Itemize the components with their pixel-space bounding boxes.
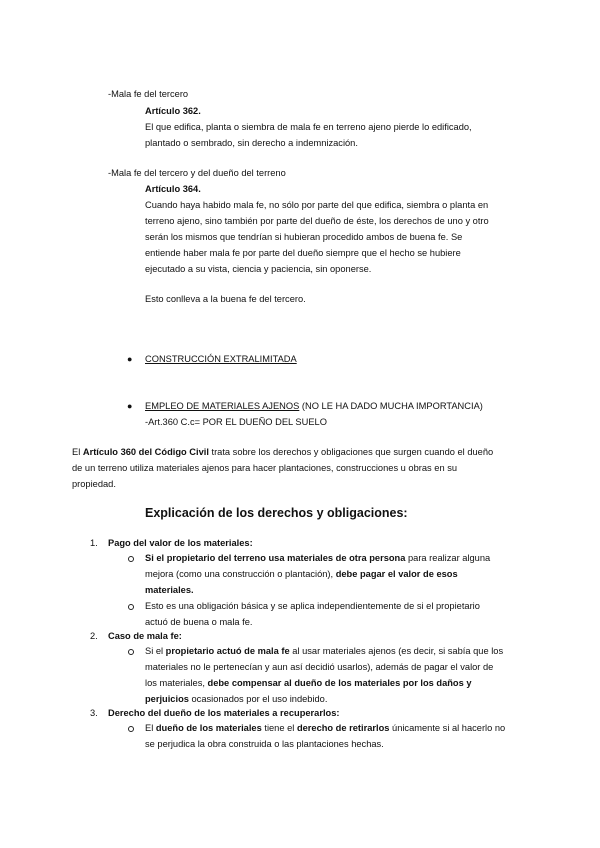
item-2-line [145,643,503,659]
intro-line [72,444,493,460]
item-2-text: al usar materiales ajenos (es decir, si sabía que los [289,646,504,656]
circle-bullet-icon [128,649,134,655]
item-2-text: los materiales, [145,678,208,688]
item-1-sub-2-line: actuó de buena o mala fe. [145,617,253,627]
item-1-bold: Si el propietario del terreno usa materiales de otra persona [145,553,406,563]
bullet-empleo-suffix: (NO LE HA DADO MUCHA IMPORTANCIA) [299,401,483,411]
intro-line: propiedad. [72,479,116,489]
item-1-sub-1-line [145,566,458,582]
article-362-line: plantado o sembrado, sin derecho a indemnización. [145,138,358,148]
intro-bold: Artículo 360 del Código Civil [82,447,209,457]
section-label-malafe-ambos: -Mala fe del tercero y del dueño del terreno [108,168,286,178]
item-3-line [145,720,505,736]
bullet-empleo-materiales [145,398,483,414]
circle-bullet-icon [128,726,134,732]
bullet-construccion-extralimitada: CONSTRUCCIÓN EXTRALIMITADA [145,354,297,364]
article-364-line: Cuando haya habido mala fe, no sólo por parte del que edifica, siembra o planta en [145,200,489,210]
intro-line: de un terreno utiliza materiales ajenos para hacer plantaciones, construcciones u obras en su [72,463,458,473]
item-number: 3. [90,708,98,718]
item-1-sub-1-line [145,550,490,566]
explanation-heading: Explicación de los derechos y obligaciones: [145,506,408,520]
article-364-title: Artículo 364. [145,184,201,194]
section-label-malafe-tercero: -Mala fe del tercero [108,89,189,99]
item-2-text: Si el [145,646,166,656]
item-2-bold: debe compensar al dueño de los materiales por los daños y [207,678,472,688]
item-2-bold: propietario actuó de mala fe [165,646,290,656]
intro-rest: trata sobre los derechos y obligaciones que surgen cuando el dueño [208,447,494,457]
buena-fe-note: Esto conlleva a la buena fe del tercero. [145,294,306,304]
item-2-text: ocasionados por el uso indebido. [188,694,328,704]
item-1-text: mejora (como una construcción o plantación), [145,569,336,579]
item-1-bold: debe pagar el valor de esos [335,569,458,579]
item-3-text: tiene el [261,723,297,733]
item-1-sub-2-line: Esto es una obligación básica y se aplica independientemente de si el propietario [145,601,480,611]
item-3-bold: derecho de retirarlos [296,723,390,733]
item-2-bold: perjuicios [145,694,189,704]
item-number: 1. [90,538,98,548]
bullet-icon: ● [127,354,133,364]
item-2-line: materiales no le pertenecían y aun así decidió usarlos), además de pagar el valor de [145,662,494,672]
item-title: Derecho del dueño de los materiales a recuperarlos: [108,708,340,718]
article-364-line: terreno ajeno, sino también por parte del dueño de éste, los derechos de uno y otro [145,216,489,226]
item-3-text: El [145,723,156,733]
intro-prefix: El [72,447,83,457]
bullet-icon: ● [127,401,133,411]
item-1-text: para realizar alguna [405,553,491,563]
item-3-bold: dueño de los materiales [155,723,262,733]
article-362-title: Artículo 362. [145,106,201,116]
item-title: Caso de mala fe: [108,631,182,641]
article-364-line: entiende haber mala fe por parte del dueño siempre que el hecho se hubiere [145,248,461,258]
article-364-line: serán los mismos que tendrían si hubieran procedido ambos de buena fe. Se [145,232,463,242]
article-362-line: El que edifica, planta o siembra de mala fe en terreno ajeno pierde lo edificado, [145,122,472,132]
item-3-line: se perjudica la obra construida o las plantaciones hechas. [145,739,384,749]
circle-bullet-icon [128,604,134,610]
item-number: 2. [90,631,98,641]
item-title: Pago del valor de los materiales: [108,538,253,548]
item-3-text: únicamente si al hacerlo no [389,723,506,733]
bullet-empleo-label: EMPLEO DE MATERIALES AJENOS [145,401,300,411]
item-2-line [145,675,472,691]
bullet-empleo-sub: -Art.360 C.c= POR EL DUEÑO DEL SUELO [145,417,327,427]
circle-bullet-icon [128,556,134,562]
article-364-line: ejecutado a su vista, ciencia y paciencia, sin oponerse. [145,264,372,274]
item-1-sub-1-line: materiales. [145,585,194,595]
